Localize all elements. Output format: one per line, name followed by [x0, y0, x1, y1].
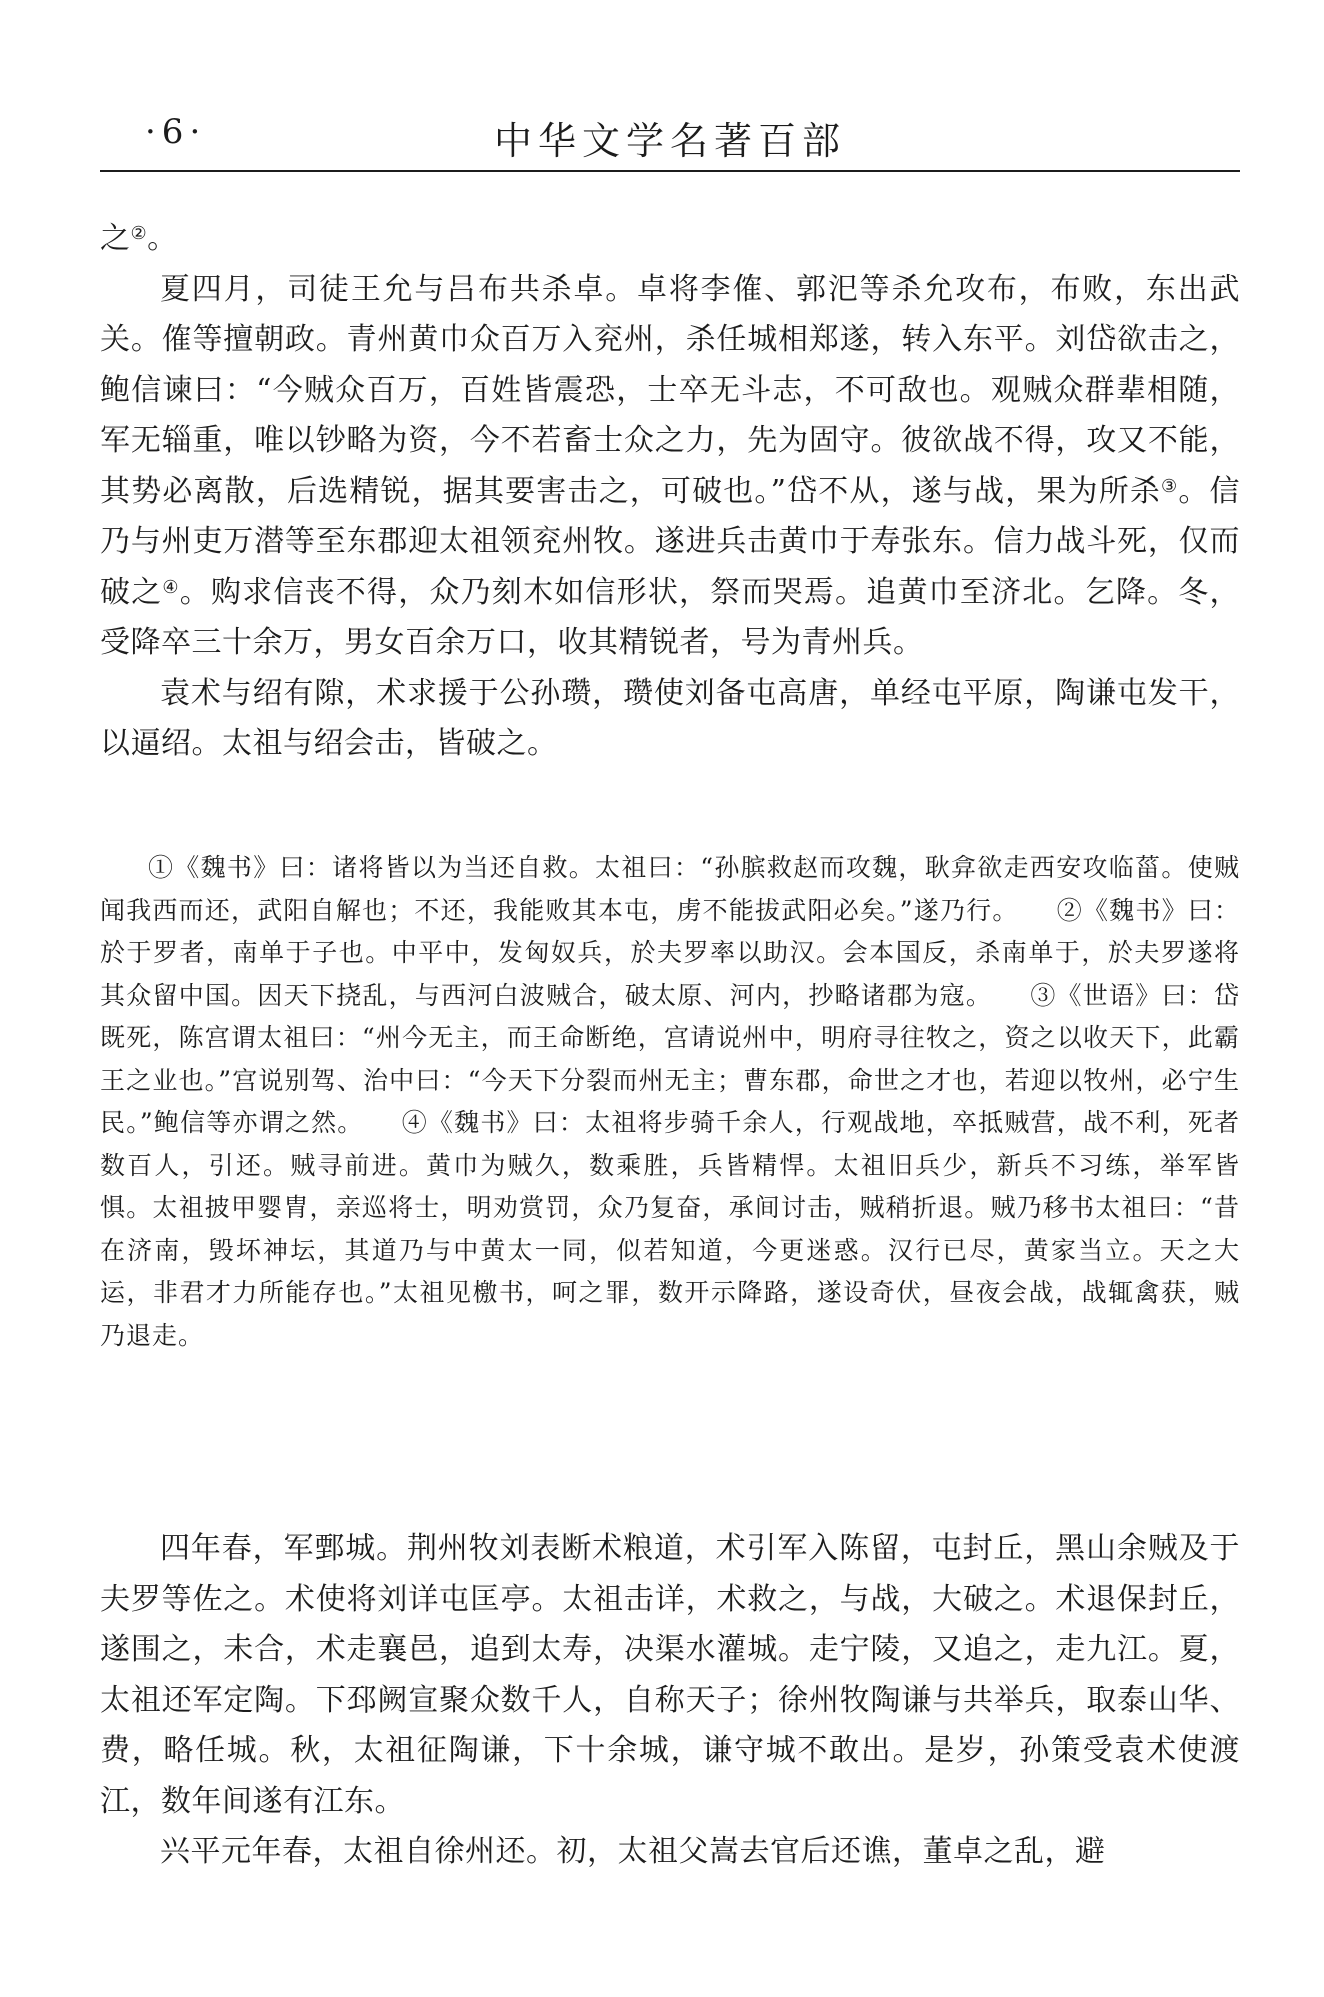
note-3: ③《世语》曰：岱既死，陈宫谓太祖曰：“州今无主，而王命断绝，宫请说州中，明府寻往牧之，资之以收天下，此霸王之业也。”宫说别驾、治中曰：“今天下分裂而州无主；曹东郡，命世之才也，若迎以牧州，必宁生民。”鲍信等亦谓之然。 [100, 980, 1240, 1137]
paragraph: 袁术与绍有隙，术求援于公孙瓒，瓒使刘备屯高唐，单经屯平原，陶谦屯发干，以逼绍。太祖与绍会击，皆破之。 [100, 675, 1240, 761]
paragraph: 兴平元年春，太祖自徐州还。初，太祖父嵩去官后还谯，董卓之乱，避 [160, 1834, 1106, 1869]
paragraph: 四年春，军鄄城。荆州牧刘表断术粮道，术引军入陈留，屯封丘，黑山余贼及于夫罗等佐之。术使将刘详屯匡亭。太祖击详，术救之，与战，大破之。术退保封丘，遂围之，未合，术走襄邑，追到太寿，决渠水灌城。走宁陵，又追之，走九江。夏，太祖还军定陶。下邳阙宣聚众数千人，自称天子；徐州牧陶谦与共举兵，取泰山华、费，略任城。秋，太祖征陶谦，下十余城，谦守城不敢出。是岁，孙策受袁术使渡江，数年间遂有江东。 [100, 1531, 1240, 1819]
paragraph-text: 。信乃与州吏万潜等至东郡迎太祖领兖州牧。遂进兵击黄巾于寿张东。信力战斗死，仅而破之 [100, 473, 1241, 610]
footnote-marker: ④ [162, 576, 180, 598]
footnote-marker: ② [130, 223, 148, 244]
paragraph-text: 。 [147, 221, 178, 256]
header-rule [100, 170, 1240, 172]
book-title: 中华文学名著百部 [493, 119, 846, 163]
note-1: ①《魏书》曰：诸将皆以为当还自救。太祖曰：“孙膑救赵而攻魏，耿弇欲走西安攻临菑。使贼闻我西而还，武阳自解也；不还，我能败其本屯，虏不能拔武阳必矣。”遂乃行。 [100, 853, 1240, 925]
footnote-marker: ③ [1161, 475, 1179, 497]
main-text-bottom [100, 1524, 1240, 1878]
notes-block [100, 847, 1240, 1357]
page-number: ·6· [145, 112, 207, 152]
paragraph-text: 夏四月，司徒王允与吕布共杀卓。卓将李傕、郭汜等杀允攻布，布败，东出武关。傕等擅朝政。青州黄巾众百万入兖州，杀任城相郑遂，转入东平。刘岱欲击之，鲍信谏曰：“今贼众百万，百姓皆震恐，士卒无斗志，不可敌也。观贼众群辈相随，军无辎重，唯以钞略为资，今不若畜士众之力，先为固守。彼欲战不得，攻又不能，其势必离散，后选精锐，据其要害击之，可破也。”岱不从，遂与战，果为所杀 [100, 271, 1240, 509]
main-text-top [100, 214, 1240, 770]
paragraph-text: 之 [100, 221, 131, 256]
paragraph-text: 。购求信丧不得，众乃刻木如信形状，祭而哭焉。追黄巾至济北。乞降。冬，受降卒三十余万，男女百余万口，收其精锐者，号为青州兵。 [100, 574, 1241, 660]
note-2: ②《魏书》曰：於于罗者，南单于子也。中平中，发匈奴兵，於夫罗率以助汉。会本国反，杀南单于，於夫罗遂将其众留中国。因天下挠乱，与西河白波贼合，破太原、河内，抄略诸郡为寇。 [100, 895, 1240, 1010]
paragraph-continuation [100, 214, 1240, 265]
page-header [100, 106, 1240, 170]
paragraph [100, 265, 1240, 669]
annotation-notes [100, 847, 1240, 1357]
note-4: ④《魏书》曰：太祖将步骑千余人，行观战地，卒抵贼营，战不利，死者数百人，引还。贼寻前进。黄巾为贼久，数乘胜，兵皆精悍。太祖旧兵少，新兵不习练，举军皆惧。太祖披甲婴胄，亲巡将士，明劝赏罚，众乃复奋，承间讨击，贼稍折退。贼乃移书太祖曰：“昔在济南，毁坏神坛，其道乃与中黄太一同，似若知道，今更迷惑。汉行已尽，黄家当立。天之大运，非君才力所能存也。”太祖见檄书，呵之罪，数开示降路，遂设奇伏，昼夜会战，战辄禽获，贼乃退走。 [100, 1108, 1240, 1350]
